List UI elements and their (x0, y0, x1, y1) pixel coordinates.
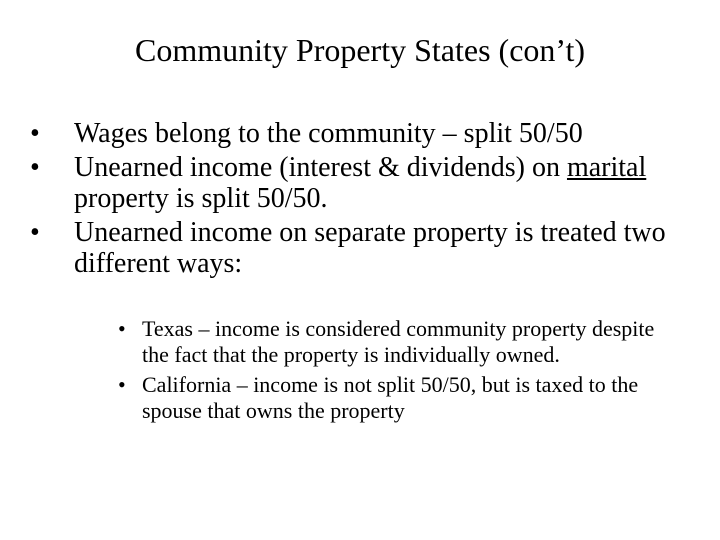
sub-bullet-icon: • (118, 372, 126, 397)
main-bullet-list (28, 118, 708, 282)
bullet-item-unearned-marital (28, 152, 708, 214)
slide-title: Community Property States (con’t) (134, 32, 586, 68)
bullet-text-after: property is split 50/50. (74, 183, 328, 214)
bullet-icon: • (30, 118, 40, 149)
bullet-text: Wages belong to the community – split 50/50 (74, 118, 583, 149)
underlined-term-marital: marital (566, 152, 647, 183)
sub-bullet-text: California – income is not split 50/50, but is taxed to the spouse that owns the property (142, 372, 639, 423)
sub-bullet-item-california (118, 372, 678, 424)
sub-bullet-text: Texas – income is considered community property despite the fact that the property is individually owned. (142, 316, 655, 367)
bullet-item-unearned-separate (28, 217, 708, 279)
sub-bullet-list (118, 316, 678, 428)
sub-bullet-icon: • (118, 316, 126, 341)
bullet-item-wages (28, 118, 708, 149)
bullet-text-before: Unearned income (interest & dividends) on (74, 152, 567, 183)
bullet-text: Unearned income on separate property is treated two different ways: (74, 217, 666, 279)
bullet-icon: • (30, 152, 40, 183)
sub-bullet-item-texas (118, 316, 678, 368)
bullet-icon: • (30, 217, 40, 248)
